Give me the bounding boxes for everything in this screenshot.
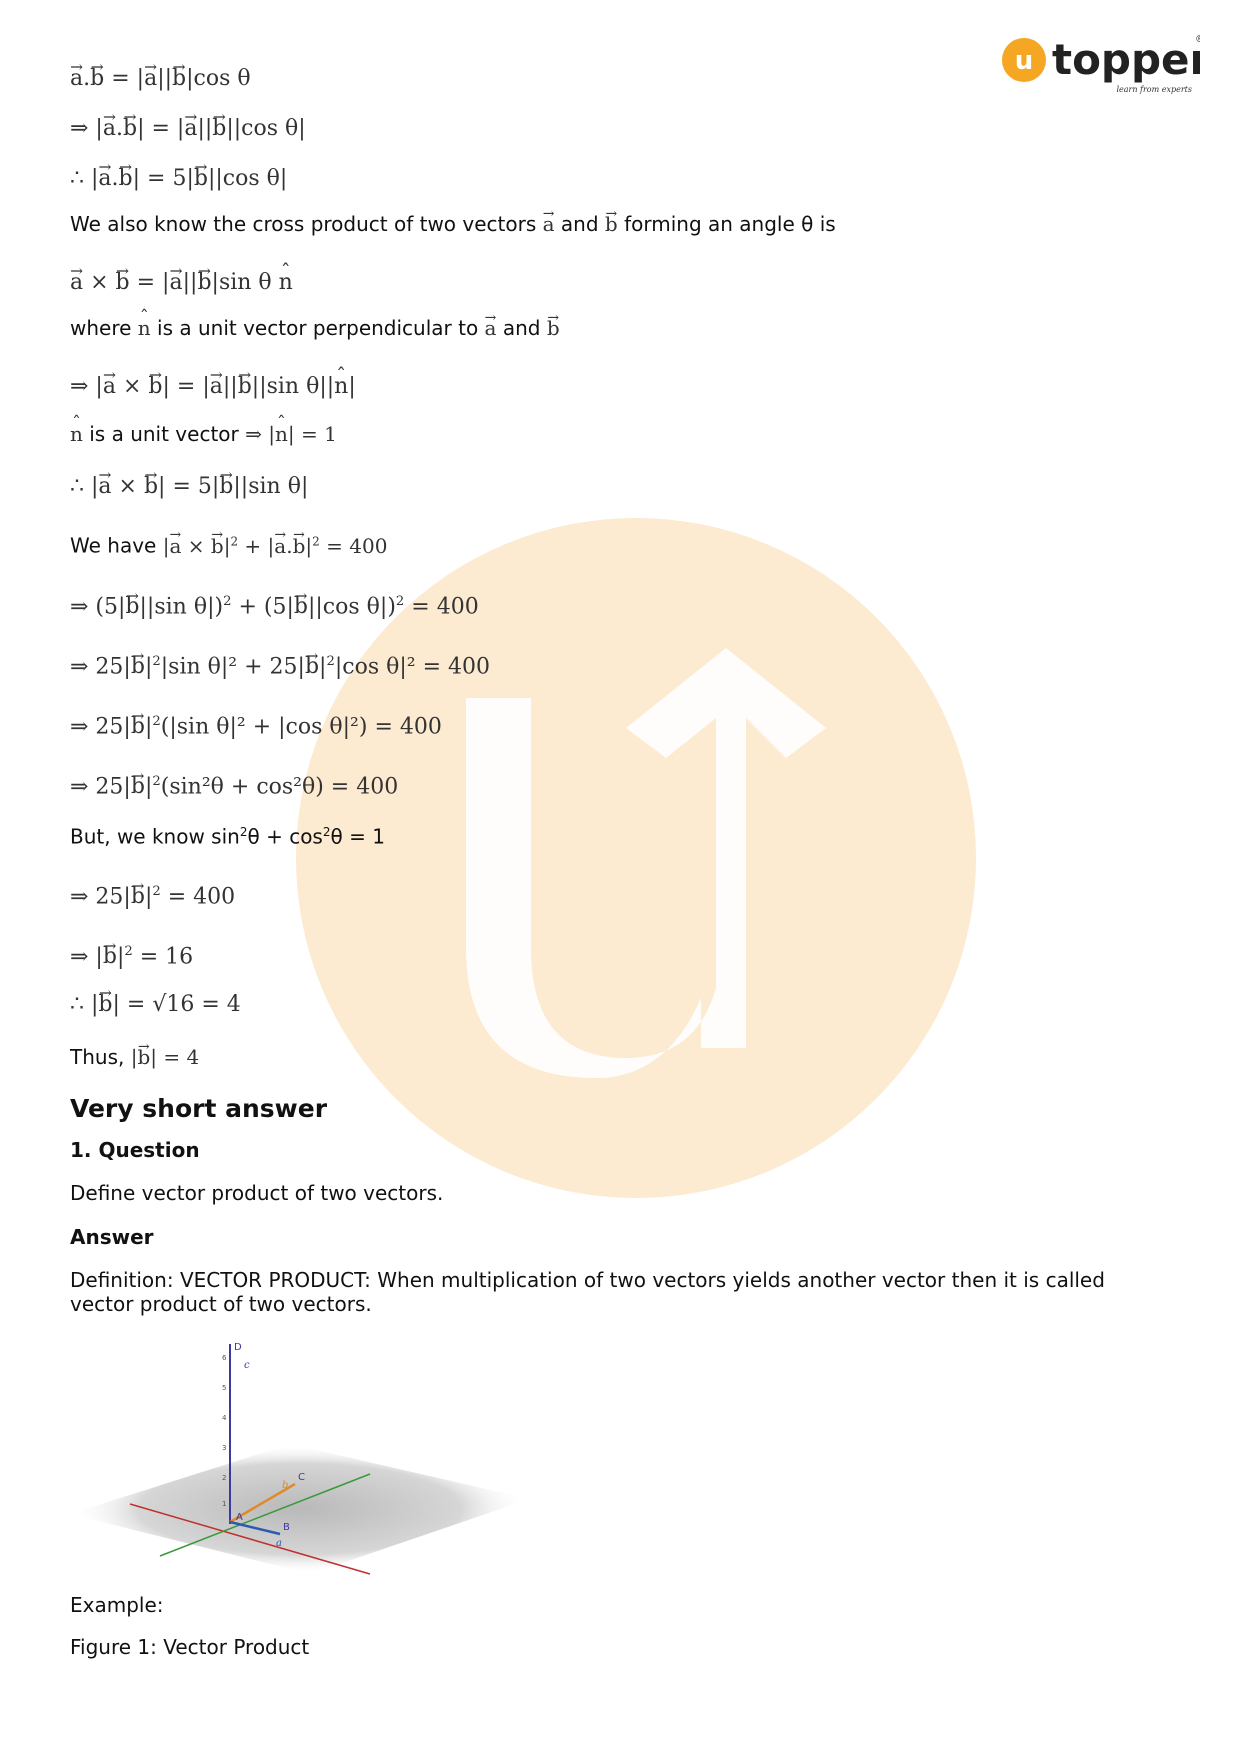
equation-line: → a.→ b = |→ a||→ b|cos θ	[70, 58, 1170, 108]
equation-line: ∴ |→ a × → b| = 5|→ b||sin θ|	[70, 466, 1170, 516]
xy-plane	[70, 1444, 530, 1574]
text-line: Thus, |→ b| = 4	[70, 1034, 1170, 1088]
equation-line: ⇒ (5|→ b||sin θ|)$^2$ + (5|→ b||cos θ|)$^2$ = 400	[70, 574, 1170, 634]
label-B: B	[283, 1522, 290, 1533]
topper-logo[interactable]	[1000, 30, 1200, 104]
brand-name: topper	[1052, 35, 1200, 84]
tick-z: 2	[222, 1474, 227, 1482]
text-line: We also know the cross product of two vectors → a and → b forming an angle θ is	[70, 208, 1170, 262]
label-D: D	[234, 1342, 242, 1353]
text-line: ˆ n is a unit vector ⇒ |ˆ n| = 1	[70, 416, 1170, 466]
example-label: Example:	[70, 1593, 164, 1617]
tick-z: 5	[222, 1384, 227, 1392]
tick-z: 3	[222, 1444, 227, 1452]
label-a-vec: a	[276, 1538, 282, 1549]
label-c-vec: c	[244, 1360, 250, 1371]
equation-line: ⇒ $25|\to b|^2(\sin^2\theta + \cos^2\theta) = 400$	[70, 754, 1170, 814]
brand-tagline: learn from experts	[1116, 85, 1192, 94]
section-heading: Very short answer	[70, 1094, 328, 1123]
svg-text:®: ®	[1195, 34, 1200, 45]
equation-line: ∴ |→ b| = √16 = 4	[70, 984, 1170, 1034]
question-label: 1. Question	[70, 1138, 200, 1162]
tick-z: 6	[222, 1354, 227, 1362]
label-A: A	[236, 1512, 243, 1523]
equation-line: → a × → b = |→ a||→ b|sin θ ˆ n	[70, 262, 1170, 312]
text-line: where ˆ n is a unit vector perpendicular to → a and → b	[70, 312, 1170, 366]
question-text: Define vector product of two vectors.	[70, 1181, 444, 1205]
document-content	[70, 58, 1170, 1664]
answer-label: Answer	[70, 1225, 154, 1249]
equation-line: ⇒ $25|\to b|^2(|\sin$ θ|² + |cos θ|²) = 400	[70, 694, 1170, 754]
equation-line: ⇒ $25|\to b|^2|\sin$ $\theta|^2 + 25|\to b|^2|\cos$ θ|² = 400	[70, 634, 1170, 694]
equation-line: ⇒ |→ a × → b| = |→ a||→ b||sin θ||ˆ n|	[70, 366, 1170, 416]
equation-line: ⇒ $25|\to b|^2 = 400$	[70, 864, 1170, 924]
label-C: C	[298, 1472, 305, 1483]
tick-z: 4	[222, 1414, 227, 1422]
equation-line: ∴ |→ a.→ b| = 5|→ b||cos θ|	[70, 158, 1170, 208]
answer-text: Definition: VECTOR PRODUCT: When multiplication of two vectors yields another vector then it is called vector product of two vectors.	[70, 1268, 1105, 1316]
equation-line: ⇒ |→ $b|^2 = 16$	[70, 924, 1170, 984]
label-b-vec: b	[282, 1480, 289, 1491]
vector-product-figure	[70, 1334, 530, 1584]
figure-caption: Figure 1: Vector Product	[70, 1635, 310, 1659]
equation-line: ⇒ |→ a.→ b| = |→ a||→ b||cos θ|	[70, 108, 1170, 158]
text-line: We have |→ a × → $b|^2$ + |→ $a.\to b|^2 = 400$	[70, 516, 1170, 574]
brand-badge: u	[1014, 46, 1034, 76]
brand-mark	[1000, 30, 1200, 100]
text-line: But, we know $\sin^2\theta + \cos^2\theta = 1$	[70, 824, 385, 849]
tick-z: 1	[222, 1500, 227, 1508]
